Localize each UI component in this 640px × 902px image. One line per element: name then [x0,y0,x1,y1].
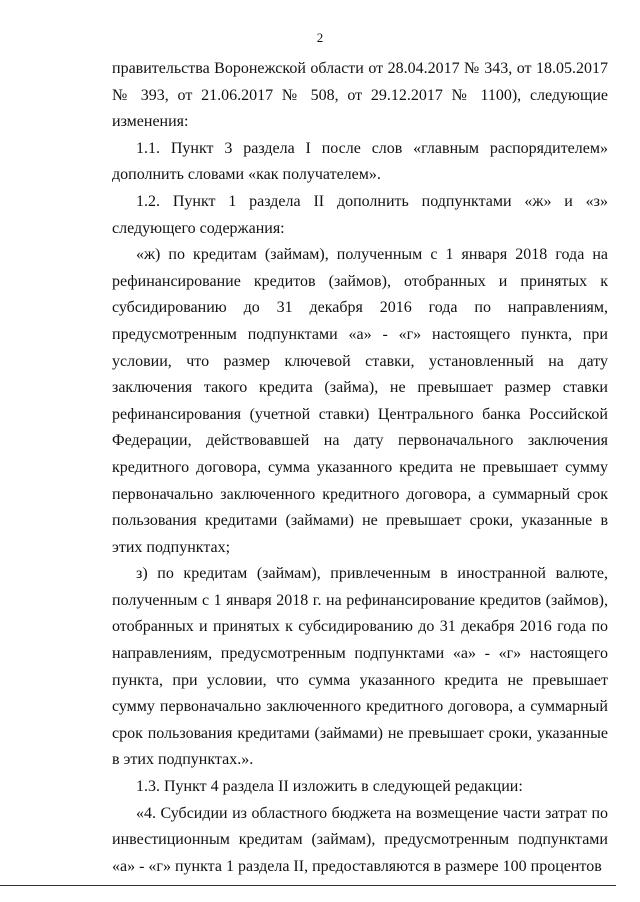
paragraph-subitem-z: з) по кредитам (займам), привлеченным в иностранной валюте, полученным с 1 января 2018 г. на рефинансирование кредитов (займов), отобранных и принятых к субсидированию до 31 декабря 2016 года по направлениям, предусмотренным подпунктами «а» - «г» настоящего пункта, при условии, что сумма указанного кредита не превышает сумму первоначально заключенного кредитного договора, а суммарный срок пользования кредитами (займами) не превышает сроки, указанные в этих подпунктах.». [112,565,608,769]
page-bottom-divider [0,885,616,886]
page-number: 2 [316,30,324,45]
paragraph-intro-continuation: правительства Воронежской области от 28.04.2017 № 343, от 18.05.2017 № 393, от 21.06.2017 № 508, от 29.12.2017 № 1100), следующие изменения: [112,60,608,131]
paragraph-1-1: 1.1. Пункт 3 раздела I после слов «главным распорядителем» дополнить словами «как получателем». [112,139,608,184]
document-body [112,56,608,880]
paragraph-subitem-zh: «ж) по кредитам (займам), полученным с 1 января 2018 года на рефинансирование кредитов (займов), отобранных и принятых к субсидированию до 31 декабря 2016 года по направлениям, предусмотренным подпунктами «а» - «г» настоящего пункта, при условии, что размер ключевой ставки, установленный на дату заключения такого кредита (займа), не превышает размер ставки рефинансирования (учетной ставки) Центрального банка Российской Федерации, действовавшей на дату первоначального заключения кредитного договора, сумма указанного кредита не превышает сумму первоначально заключенного кредитного договора, а суммарный срок пользования кредитами (займами) не превышает сроки, указанные в этих подпунктах; [112,246,608,556]
paragraph-1-2: 1.2. Пункт 1 раздела II дополнить подпунктами «ж» и «з» следующего содержания: [112,192,608,237]
paragraph-item-4: «4. Субсидии из областного бюджета на возмещение части затрат по инвестиционным кредитам (займам), предусмотренным подпунктами «а» - «г» пункта 1 раздела II, предоставляются в размере 100 процентов [112,804,608,875]
paragraph-1-3: 1.3. Пункт 4 раздела II изложить в следующей редакции: [136,778,523,796]
